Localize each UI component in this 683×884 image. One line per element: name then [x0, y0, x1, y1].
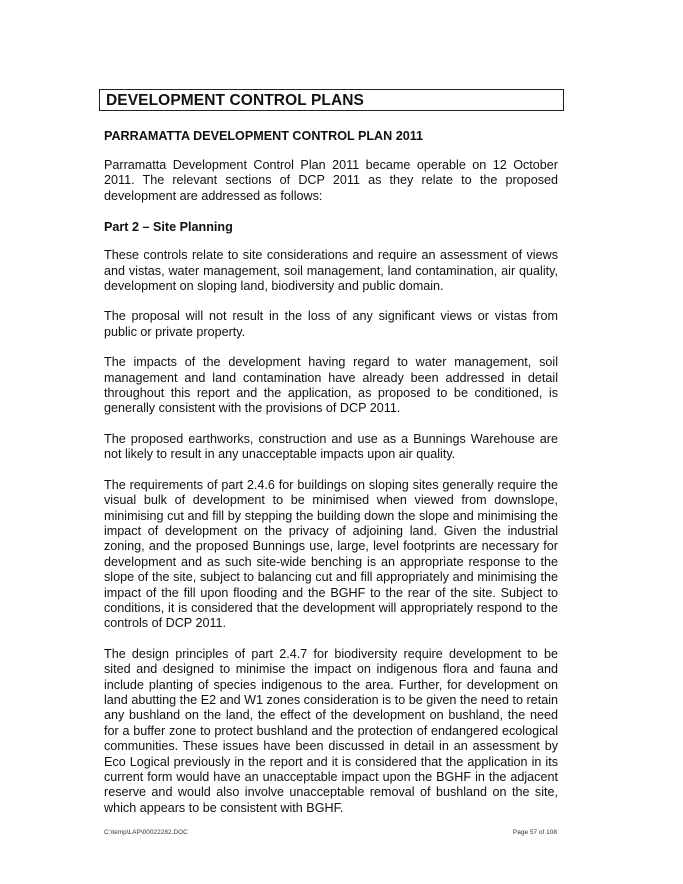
intro-paragraph: Parramatta Development Control Plan 2011 became operable on 12 October 2011. The relevant sections of DCP 2011 as they relate to the proposed development are addressed as follows: — [104, 158, 558, 203]
section-title-box: DEVELOPMENT CONTROL PLANS — [99, 89, 564, 111]
paragraph: The proposed earthworks, construction and use as a Bunnings Warehouse are not likely to result in any unacceptable impacts upon air quality. — [104, 431, 558, 462]
heading: PARRAMATTA DEVELOPMENT CONTROL PLAN 2011 — [104, 129, 424, 143]
paragraph: The impacts of the development having regard to water management, soil management and land contamination have already been addressed in detail throughout this report and the application, as proposed to be conditioned, is generally consistent with the provisions of DCP 2011. — [104, 355, 558, 416]
subheading: Part 2 – Site Planning — [104, 220, 233, 235]
footer-page-number: Page 57 of 108 — [512, 829, 557, 836]
paragraph: The design principles of part 2.4.7 for biodiversity require development to be sited and designed to minimise the impact on indigenous flora and fauna and include planting of species indigenous to the area. Further, for development on land abutting the E2 and W1 zones consideration is to be given the need to retain any bushland on the land, the effect of the development on bushland, the need for a buffer zone to protect bushland and the protection of endangered ecological communities. These issues have been discussed in detail in an assessment by Eco Logical previously in the report and it is considered that the application in its current form would have an unacceptable impact upon the BGHF in the adjacent reserve and would also involve unacceptable removal of bushland on the site, which appears to be consistent with BGHF. — [104, 646, 558, 815]
paragraph: The requirements of part 2.4.6 for buildings on sloping sites generally require the visual bulk of development to be minimised when viewed from downslope, minimising cut and fill by stepping the building down the slope and minimising the impact of development on the privacy of adjoining land. Given the industrial zoning, and the proposed Bunnings use, large, level footprints are necessary for development and as such site-wide benching is an appropriate response to the slope of the site, subject to balancing cut and fill appropriately and minimising the impact of the fill upon flooding and the BGHF to the rear of the site. Subject to conditions, it is considered that the development will appropriately respond to the controls of DCP 2011. — [104, 477, 558, 631]
document-body — [104, 128, 558, 831]
paragraph: These controls relate to site considerations and require an assessment of views and vistas, water management, soil management, land contamination, air quality, development on sloping land, biodiversity and public domain. — [104, 248, 558, 294]
footer-file-path: C:\temp\LAP\00022282.DOC — [104, 829, 188, 836]
paragraph: The proposal will not result in the loss of any significant views or vistas from public or private property. — [104, 309, 558, 339]
